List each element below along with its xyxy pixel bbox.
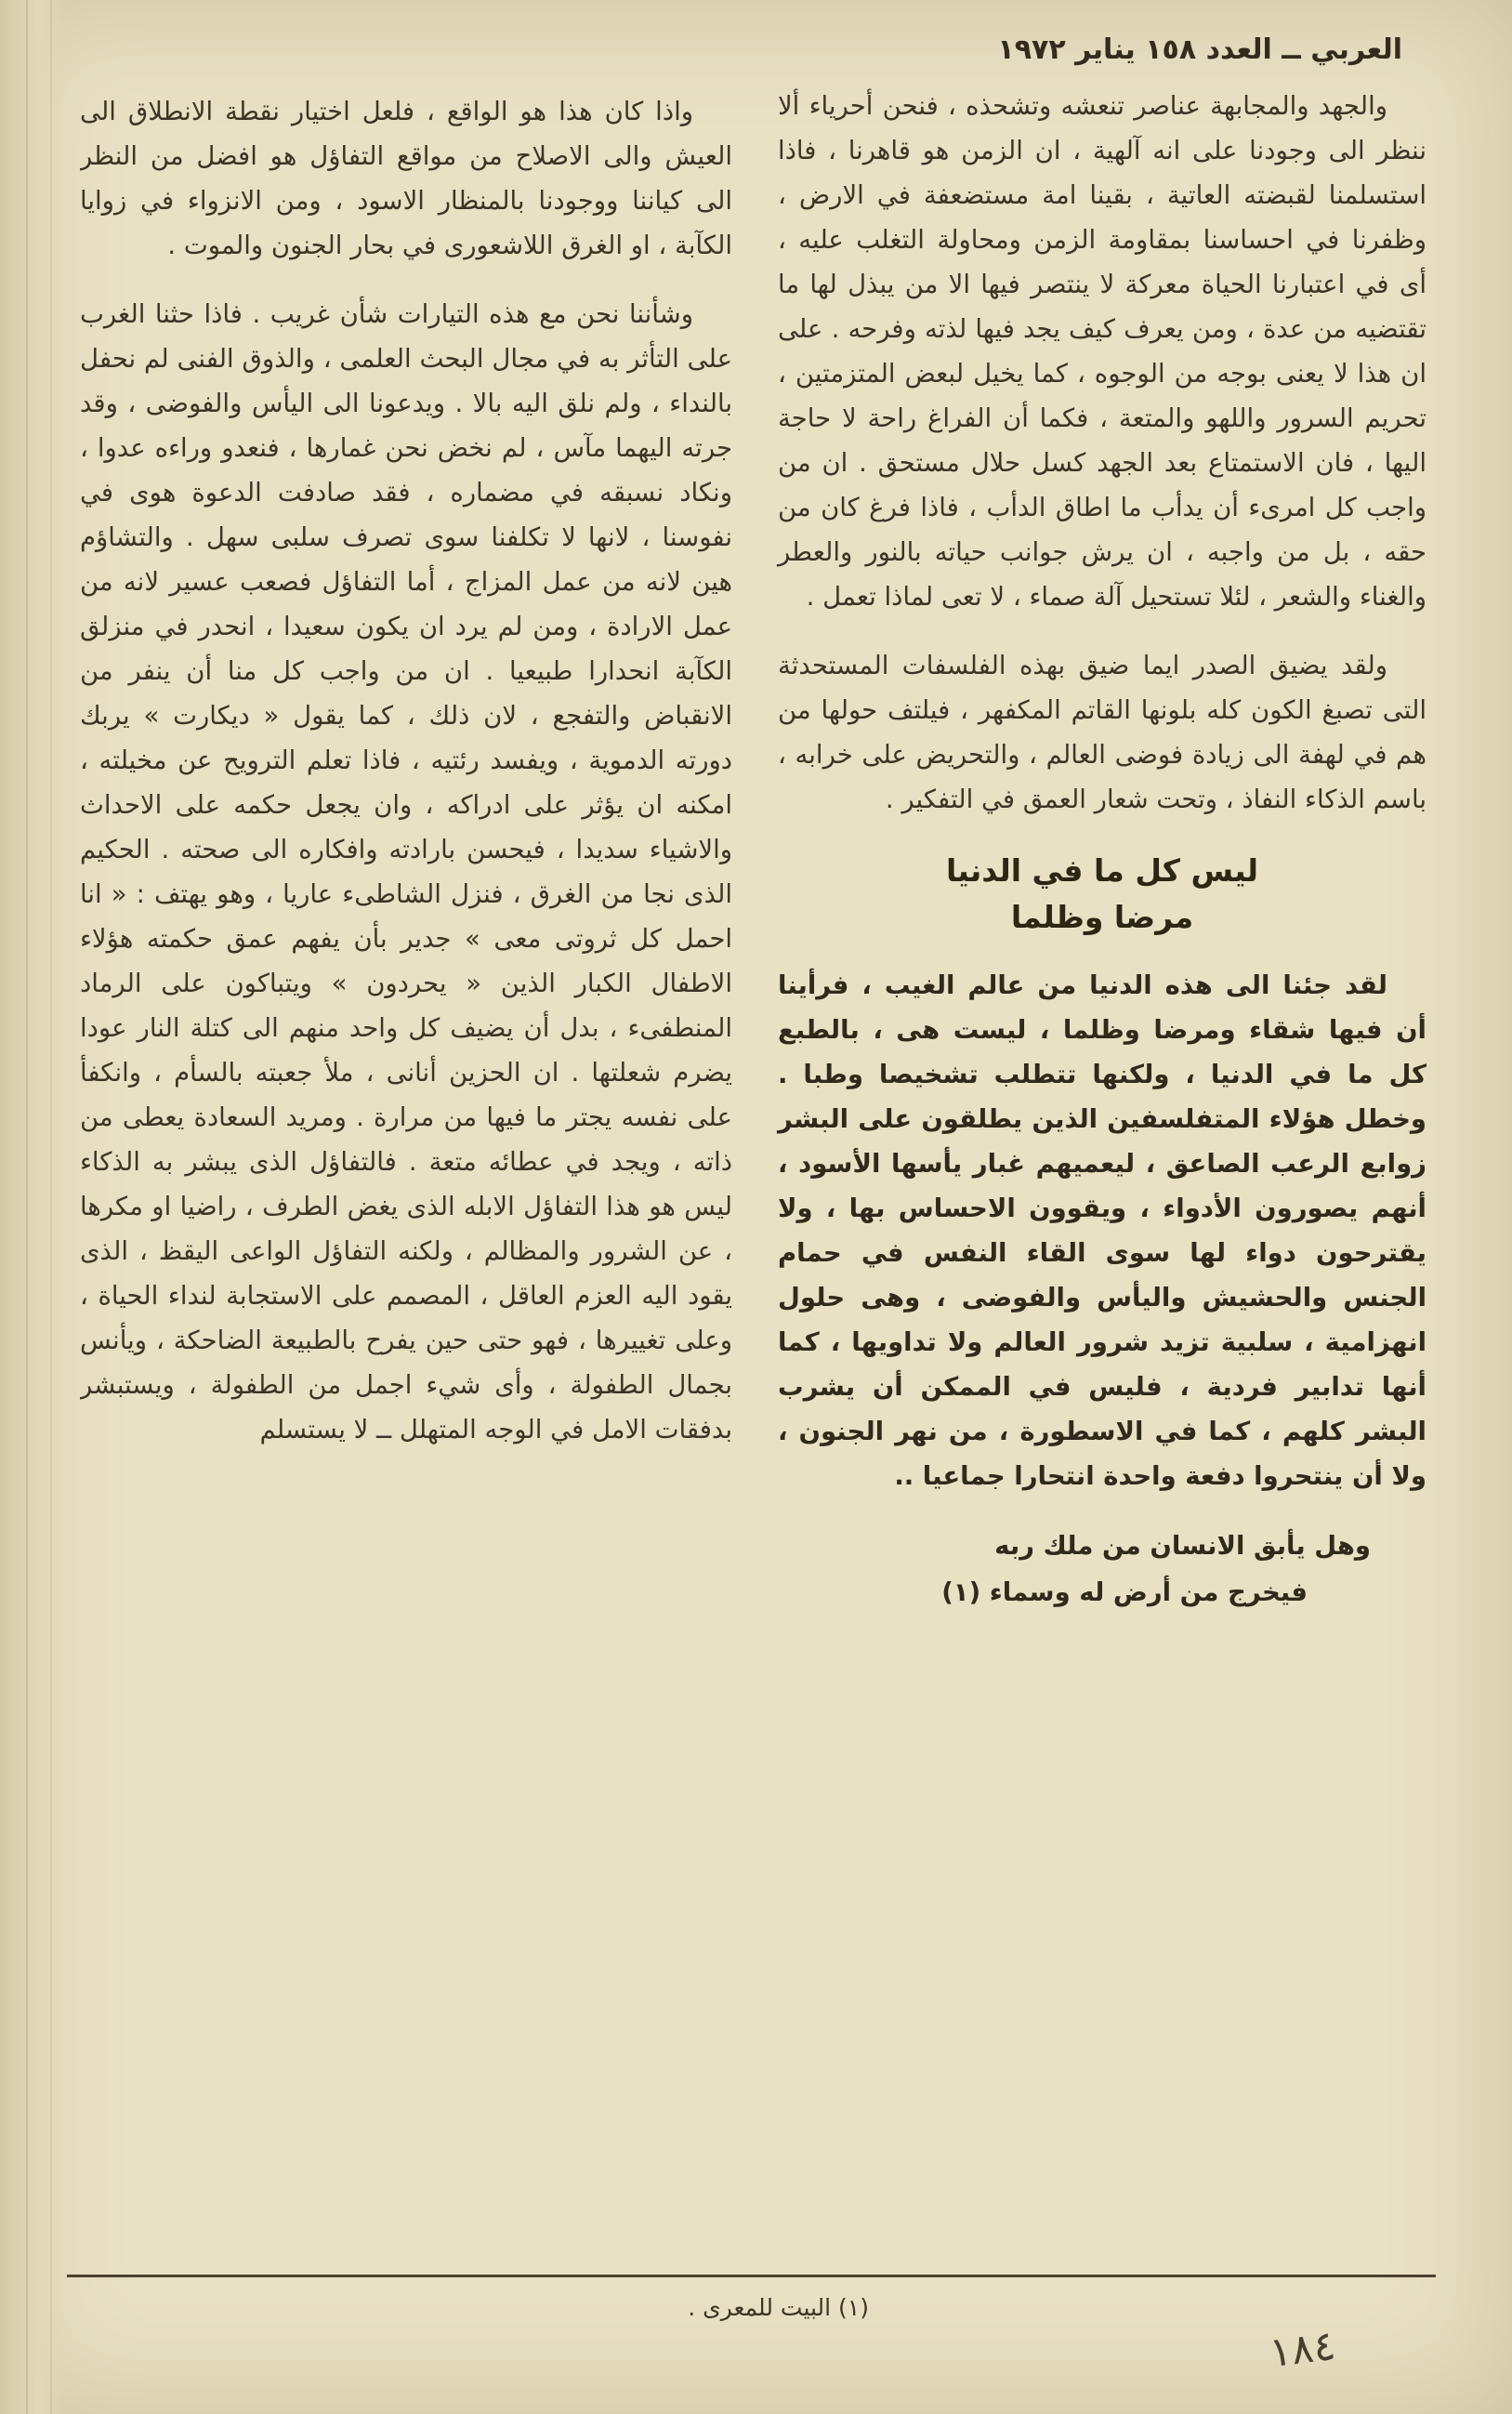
paragraph: وشأننا نحن مع هذه التيارات شأن غريب . فاذا حثنا الغرب على التأثر به في مجال البحث العلمى ، والذوق الفنى لم نحفل بالنداء ، ولم نلق اليه بالا . ويدعونا الى اليأس والفوضى ، وقد جرته اليهما مآس ، لم نخض نحن غمارها ، فنعدو وراءه عدوا ، ونكاد نسبقه في مضماره ، فقد صادفت الدعوة هوى في نفوسنا ، لانها لا تكلفنا سوى تصرف سلبى سهل . والتشاؤم هين لانه من عمل المزاج ، أما التفاؤل فصعب عسير لانه من عمل الارادة ، ومن لم يرد ان يكون سعيدا ، انحدر في منزلق الكآبة انحدارا طبيعيا . ان من واجب كل منا أن ينفر من الانقباض والتفجع ، لان ذلك ، كما يقول « ديكارت » يربك دورته الدموية ، ويفسد رئتيه ، فاذا تعلم الترويح عن مخيلته ، امكنه ان يؤثر على ادراكه ، وان يجعل حكمه على الاحداث والاشياء سديدا ، فيحسن بارادته وافكاره الى صحته . الحكيم الذى نجا من الغرق ، فنزل الشاطىء عاريا ، وهو يهتف : « انا احمل كل ثروتى معى » جدير بأن يفهم عمق حكمته هؤلاء الاطفال الكبار الذين « يحردون » ويتباكون على الرماد المنطفىء ، بدل أن يضيف كل واحد منهم الى كتلة النار عودا يضرم شعلتها . ان الحزين أنانى ، ملأ جعبته بالسأم ، وانكفأ على نفسه يجتر ما فيها من مرارة . ومريد السعادة يعطى من ذاته ، ويجد في عطائه متعة . فالتفاؤل الذى يبشر به الذكاء ليس هو هذا التفاؤل الابله الذى يغض الطرف ، راضيا او مكرها ، عن الشرور والمظالم ، ولكنه التفاؤل الواعى اليقظ ، الذى يقود اليه العزم العاقل ، المصمم على الاستجابة لنداء الحياة ، وعلى تغييرها ، فهو حتى حين يفرح بالطبيعة الضاحكة ، ويأنس بجمال الطفولة ، وأى شيء اجمل من الطفولة ، ويستبشر بدفقات الامل في الوجه المتهلل ــ لا يستسلم bbox=[80, 299, 732, 1444]
poetry-verse bbox=[778, 1523, 1427, 1616]
paragraph: لقد جئنا الى هذه الدنيا من عالم الغيب ، فرأينا أن فيها شقاء ومرضا وظلما ، ليست هى ، بالطبع كل ما في الدنيا ، ولكنها تتطلب تشخيصا وطبا . وخطل هؤلاء المتفلسفين الذين يطلقون على البشر زوابع الرعب الصاعق ، ليعميهم غبار يأسها الأسود ، أنهم يصورون الأدواء ، ويقوون الاحساس بها ، ولا يقترحون دواء لها سوى القاء النفس في حمام الجنس والحشيش واليأس والفوضى ، وهى حلول انهزامية ، سلبية تزيد شرور العالم ولا تداويها ، كما أنها تدابير فردية ، فليس في الممكن أن يشرب البشر كلهم ، كما في الاسطورة ، من نهر الجنون ، ولا أن ينتحروا دفعة واحدة انتحارا جماعيا .. bbox=[778, 970, 1427, 1491]
footnote: (١) البيت للمعرى . bbox=[688, 2294, 869, 2321]
magazine-issue-header: العربي ــ العدد ١٥٨ يناير ١٩٧٢ bbox=[997, 33, 1402, 66]
section-heading bbox=[778, 848, 1427, 941]
binding-crease bbox=[26, 0, 28, 2414]
paragraph: والجهد والمجابهة عناصر تنعشه وتشحذه ، فنحن أحرياء ألا ننظر الى وجودنا على انه آلهية ، ان الزمن هو قاهرنا ، فاذا استسلمنا لقبضته العاتية ، بقينا امة مستضعفة في الارض ، وظفرنا في احساسنا بمقاومة الزمن ومحاولة التغلب عليه ، أى في اعتبارنا الحياة معركة لا ينتصر فيها الا من يبذل لها ما تقتضيه من عدة ، ومن يعرف كيف يجد فيها لذته وفرحه . على ان هذا لا يعنى بوجه من الوجوه ، كما يخيل لبعض المتزمتين ، تحريم السرور واللهو والمتعة ، فكما أن الفراغ راحة لا حاجة اليها ، فان الاستمتاع بعد الجهد كسل حلال مستحق . ان من واجب كل امرىء أن يدأب ما اطاق الدأب ، فاذا فرغ كان من حقه ، بل من واجبه ، ان يرش جوانب حياته بالنور والعطر والغناء والشعر ، لئلا تستحيل آلة صماء ، لا تعى لماذا تعمل . bbox=[778, 91, 1427, 612]
right-column bbox=[778, 84, 1427, 1616]
paragraph: ولقد يضيق الصدر ايما ضيق بهذه الفلسفات المستحدثة التى تصبغ الكون كله بلونها القاتم المكفهر ، فيلتف حولها من هم في لهفة الى زيادة فوضى العالم ، والتحريض على خرابه ، باسم الذكاء النفاذ ، وتحت شعار العمق في التفكير . bbox=[778, 651, 1427, 814]
binding-crease bbox=[50, 0, 52, 2414]
scan-edge-shadow bbox=[0, 0, 67, 2414]
footnote-divider bbox=[67, 2275, 1436, 2277]
left-column bbox=[80, 89, 732, 1476]
section-heading-line-1: ليس كل ما في الدنيا bbox=[946, 852, 1258, 889]
verse-line: فيخرج من أرض له وسماء (١) bbox=[941, 1577, 1308, 1607]
page-number: ١٨٤ bbox=[1267, 2321, 1338, 2378]
paragraph: واذا كان هذا هو الواقع ، فلعل اختيار نقطة الانطلاق الى العيش والى الاصلاح من مواقع التفاؤل هو افضل من النظر الى كياننا ووجودنا بالمنظار الاسود ، ومن الانزواء في زوايا الكآبة ، او الغرق اللاشعورى في بحار الجنون والموت . bbox=[80, 97, 732, 260]
section-heading-line-2: مرضا وظلما bbox=[1010, 899, 1194, 935]
verse-line: وهل يأبق الانسان من ملك ربه bbox=[994, 1531, 1371, 1561]
